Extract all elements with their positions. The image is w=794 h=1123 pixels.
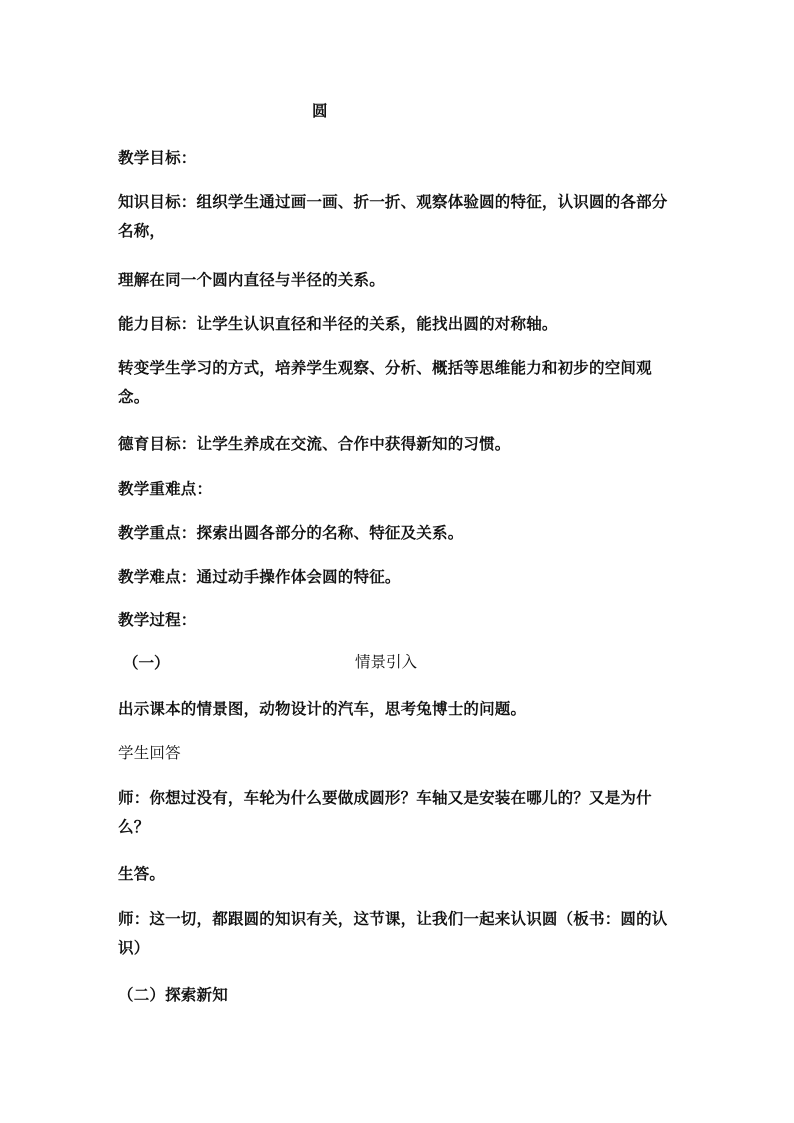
step-student-reply: 生答。 (118, 864, 166, 883)
moral-goal: 德育目标：让学生养成在交流、合作中获得新知的习惯。 (118, 434, 511, 453)
ability-goal-continued: 转变学生学习的方式，培养学生观察、分析、概括等思维能力和初步的空间观念。 (118, 358, 652, 406)
step-teacher-question: 师：你想过没有，车轮为什么要做成圆形？车轴又是安装在哪儿的？又是为什么？ (118, 788, 652, 836)
knowledge-goal-continued: 理解在同一个圆内直径与半径的关系。 (118, 270, 385, 289)
step-show-picture: 出示课本的情景图，动物设计的汽车，思考兔博士的问题。 (118, 699, 527, 718)
process-label: 教学过程： (118, 610, 197, 629)
ability-goal: 能力目标：让学生认识直径和半径的关系，能找出圆的对称轴。 (118, 314, 558, 333)
section-two-heading: （二）探索新知 (118, 985, 228, 1004)
step-students-answer: 学生回答 (118, 744, 181, 762)
step-teacher-intro: 师：这一切，都跟圆的知识有关，这节课，让我们一起来认识圆（板书：圆的认识） (118, 909, 668, 957)
key-points-label: 教学重难点： (118, 479, 213, 498)
section-one-heading: 情景引入 (355, 653, 418, 671)
section-one-number: （一） (123, 653, 170, 672)
knowledge-goal: 知识目标：组织学生通过画一画、折一折、观察体验圆的特征，认识圆的各部分名称， (118, 192, 668, 240)
key-point: 教学重点：探索出圆各部分的名称、特征及关系。 (118, 523, 464, 542)
difficult-point: 教学难点：通过动手操作体会圆的特征。 (118, 567, 401, 586)
document-title: 圆 (312, 101, 328, 120)
teaching-goals-label: 教学目标： (118, 148, 197, 167)
